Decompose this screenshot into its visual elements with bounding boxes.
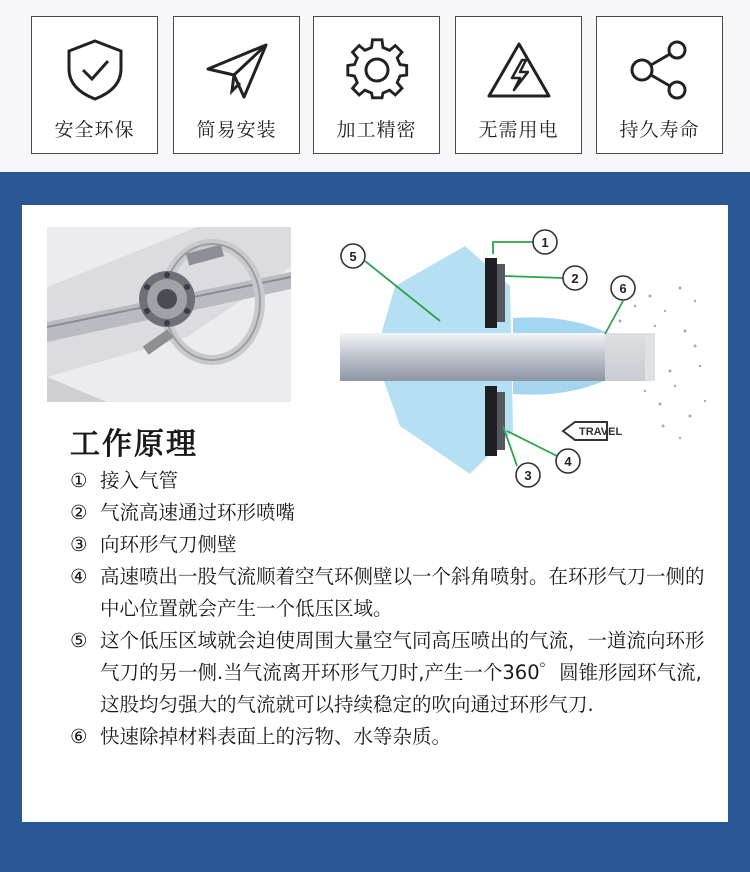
step-item: ③ 向环形气刀侧壁 xyxy=(70,533,237,556)
svg-text:2: 2 xyxy=(571,271,579,286)
step-item: ⑥ 快速除掉材料表面上的污物、水等杂质。 xyxy=(70,725,452,748)
step-item: ⑤ 这个低压区域就会迫使周围大量空气同高压喷出的气流，一道流向环形气刀的另一侧.当气流离开环形气刀时,产生一个360゜圆锥形园环气流,这股均匀强大的气流就可以持续稳定的吹向通过环形气刀. xyxy=(70,629,705,716)
svg-text:1: 1 xyxy=(541,235,549,250)
travel-arrow xyxy=(563,422,622,440)
svg-text:3: 3 xyxy=(524,468,532,483)
feature-label: 加工精密 xyxy=(336,119,417,141)
feature-label: 无需用电 xyxy=(478,119,559,141)
lightning-warning-icon xyxy=(456,35,581,105)
feature-card-lifespan xyxy=(596,16,723,154)
feature-label: 简易安装 xyxy=(196,119,277,141)
air-knife-photo xyxy=(47,227,291,402)
share-nodes-icon xyxy=(597,35,722,105)
feature-card-safety xyxy=(31,16,158,154)
shield-check-icon xyxy=(32,35,157,105)
svg-text:4: 4 xyxy=(564,454,572,469)
callout-6 xyxy=(611,276,635,300)
feature-card-install xyxy=(173,16,300,154)
callout-2 xyxy=(563,266,587,290)
principle-title: 工作原理 xyxy=(70,427,198,462)
feature-label: 持久寿命 xyxy=(619,119,700,141)
paper-plane-icon xyxy=(174,35,299,105)
step-item: ④ 高速喷出一股气流顺着空气环侧壁以一个斜角喷射。在环形气刀一侧的中心位置就会产生一个低压区域。 xyxy=(70,565,705,620)
step-item: ② 气流高速通过环形喷嘴 xyxy=(70,501,296,524)
feature-label: 安全环保 xyxy=(54,119,135,141)
svg-text:5: 5 xyxy=(349,249,357,264)
feature-card-no-power xyxy=(455,16,582,154)
feature-strip xyxy=(0,0,750,172)
callout-5 xyxy=(341,244,365,268)
principle-steps xyxy=(70,465,710,753)
svg-text:6: 6 xyxy=(619,281,627,296)
air-flow-diagram xyxy=(335,226,713,491)
callout-1 xyxy=(533,230,557,254)
gear-icon xyxy=(314,35,439,105)
step-item: ① 接入气管 xyxy=(70,469,179,492)
travel-label: TRAVEL xyxy=(579,426,623,438)
pipe xyxy=(340,333,645,381)
feature-card-precision xyxy=(313,16,440,154)
